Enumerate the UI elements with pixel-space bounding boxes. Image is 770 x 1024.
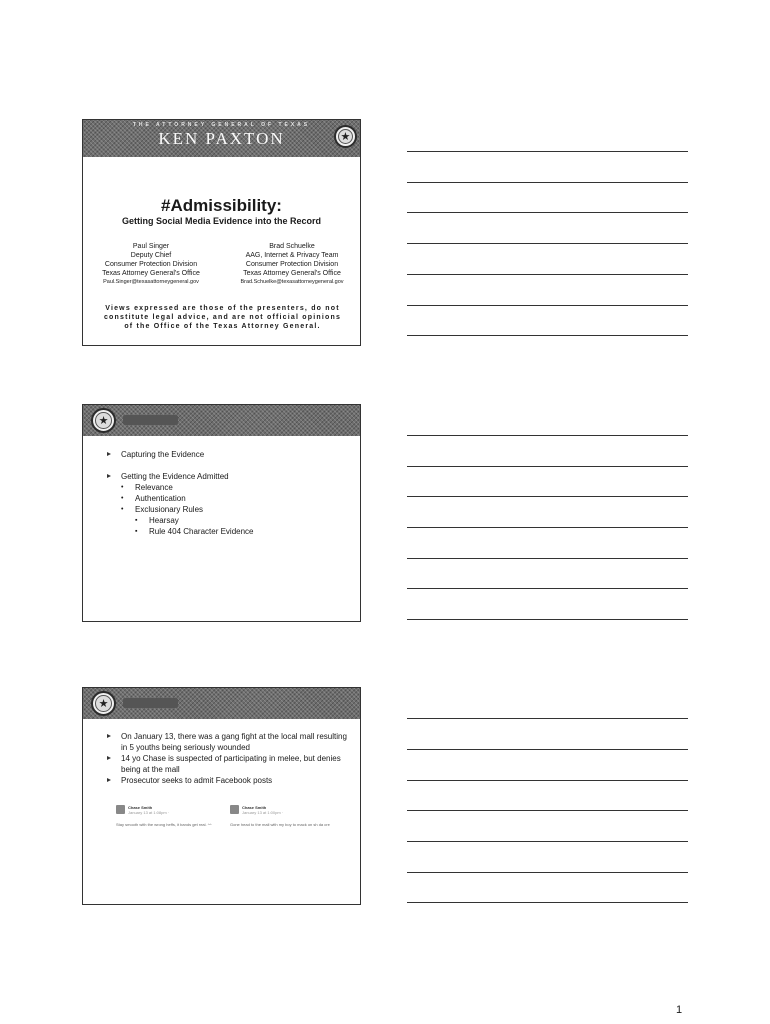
- note-line: [407, 182, 688, 183]
- outline-list: [97, 449, 347, 537]
- post-author: Chase Smith: [128, 805, 153, 810]
- header-title-placeholder: [123, 415, 178, 425]
- presenter-name: Paul Singer: [132, 243, 170, 250]
- list-item: Getting the Evidence Admitted: [97, 471, 347, 482]
- presenter-office: Texas Attorney General's Office: [102, 270, 200, 277]
- scenario-list: [97, 731, 347, 786]
- note-line: [407, 810, 688, 811]
- sub-list-item: • Authentication: [97, 493, 347, 504]
- page-number: 1: [676, 1004, 683, 1016]
- state-seal-icon: ★: [334, 125, 357, 148]
- avatar: [116, 805, 125, 814]
- presenter-office: Texas Attorney General's Office: [243, 270, 341, 277]
- presenter-division: Consumer Protection Division: [104, 261, 198, 268]
- post-text: Stay smooth with the wrong heffs, it bands get real. ^^: [116, 822, 212, 827]
- presentation-title: #Admissibility:: [161, 196, 282, 215]
- post-author: Chase Smith: [242, 805, 267, 810]
- note-line: [407, 151, 688, 152]
- note-line: [407, 780, 688, 781]
- sub-sub-list-item: ▪ Hearsay: [97, 515, 347, 526]
- list-item: 14 yo Chase is suspected of participating in melee, but denies being at the mall: [97, 753, 347, 775]
- slide-header-bar: [83, 405, 360, 436]
- note-line: [407, 841, 688, 842]
- sub-list-item: • Exclusionary Rules: [97, 504, 347, 515]
- post-date: January 13 at 1:00pm ·: [242, 810, 284, 815]
- presenter-role: Deputy Chief: [130, 252, 172, 259]
- sub-sub-list-item: ▪ Rule 404 Character Evidence: [97, 526, 347, 537]
- note-line: [407, 305, 688, 306]
- disclaimer: Views expressed are those of the presenters, do not constitute legal advice, and are not official opinions of the Office of the Texas Attorney General.: [103, 305, 342, 330]
- note-line: [407, 902, 688, 903]
- banner-name: KEN PAXTON: [158, 129, 285, 148]
- presenter-email: Paul.Singer@texasattorneygeneral.gov: [103, 279, 199, 285]
- slide-header-bar: [83, 688, 360, 719]
- header-title-placeholder: [123, 698, 178, 708]
- note-line: [407, 496, 688, 497]
- note-line: [407, 212, 688, 213]
- presenter-name: Brad Schuelke: [269, 243, 315, 250]
- title-slide: [82, 119, 361, 346]
- note-line: [407, 243, 688, 244]
- outline-slide: [82, 404, 361, 622]
- post-text: Gone head to the mall with my boy to mack on sh da cre: [230, 822, 330, 827]
- list-item: Prosecutor seeks to admit Facebook posts: [97, 775, 347, 786]
- presenter-role: AAG, Internet & Privacy Team: [245, 252, 339, 259]
- list-item: Capturing the Evidence: [97, 449, 347, 460]
- state-seal-icon: ★: [91, 691, 116, 716]
- note-line: [407, 335, 688, 336]
- state-seal-icon: ★: [91, 408, 116, 433]
- note-line: [407, 588, 688, 589]
- note-line: [407, 558, 688, 559]
- note-line: [407, 527, 688, 528]
- note-line: [407, 466, 688, 467]
- note-line: [407, 718, 688, 719]
- sub-list-item: • Relevance: [97, 482, 347, 493]
- presenter-email: Brad.Schuelke@texasattorneygeneral.gov: [240, 279, 344, 285]
- note-line: [407, 274, 688, 275]
- scenario-slide: [82, 687, 361, 905]
- presenter-division: Consumer Protection Division: [245, 261, 339, 268]
- post-date: January 13 at 1:08pm ·: [128, 810, 170, 815]
- banner-top-text: THE ATTORNEY GENERAL OF TEXAS: [132, 122, 311, 128]
- presenter-block: [91, 242, 211, 287]
- presentation-subtitle: Getting Social Media Evidence into the Record: [121, 216, 322, 226]
- attorney-general-banner: [83, 120, 360, 157]
- note-line: [407, 619, 688, 620]
- presenter-block: [228, 242, 356, 287]
- note-line: [407, 435, 688, 436]
- note-line: [407, 872, 688, 873]
- list-item: On January 13, there was a gang fight at the local mall resulting in 5 youths being seriously wounded: [97, 731, 347, 753]
- avatar: [230, 805, 239, 814]
- note-line: [407, 749, 688, 750]
